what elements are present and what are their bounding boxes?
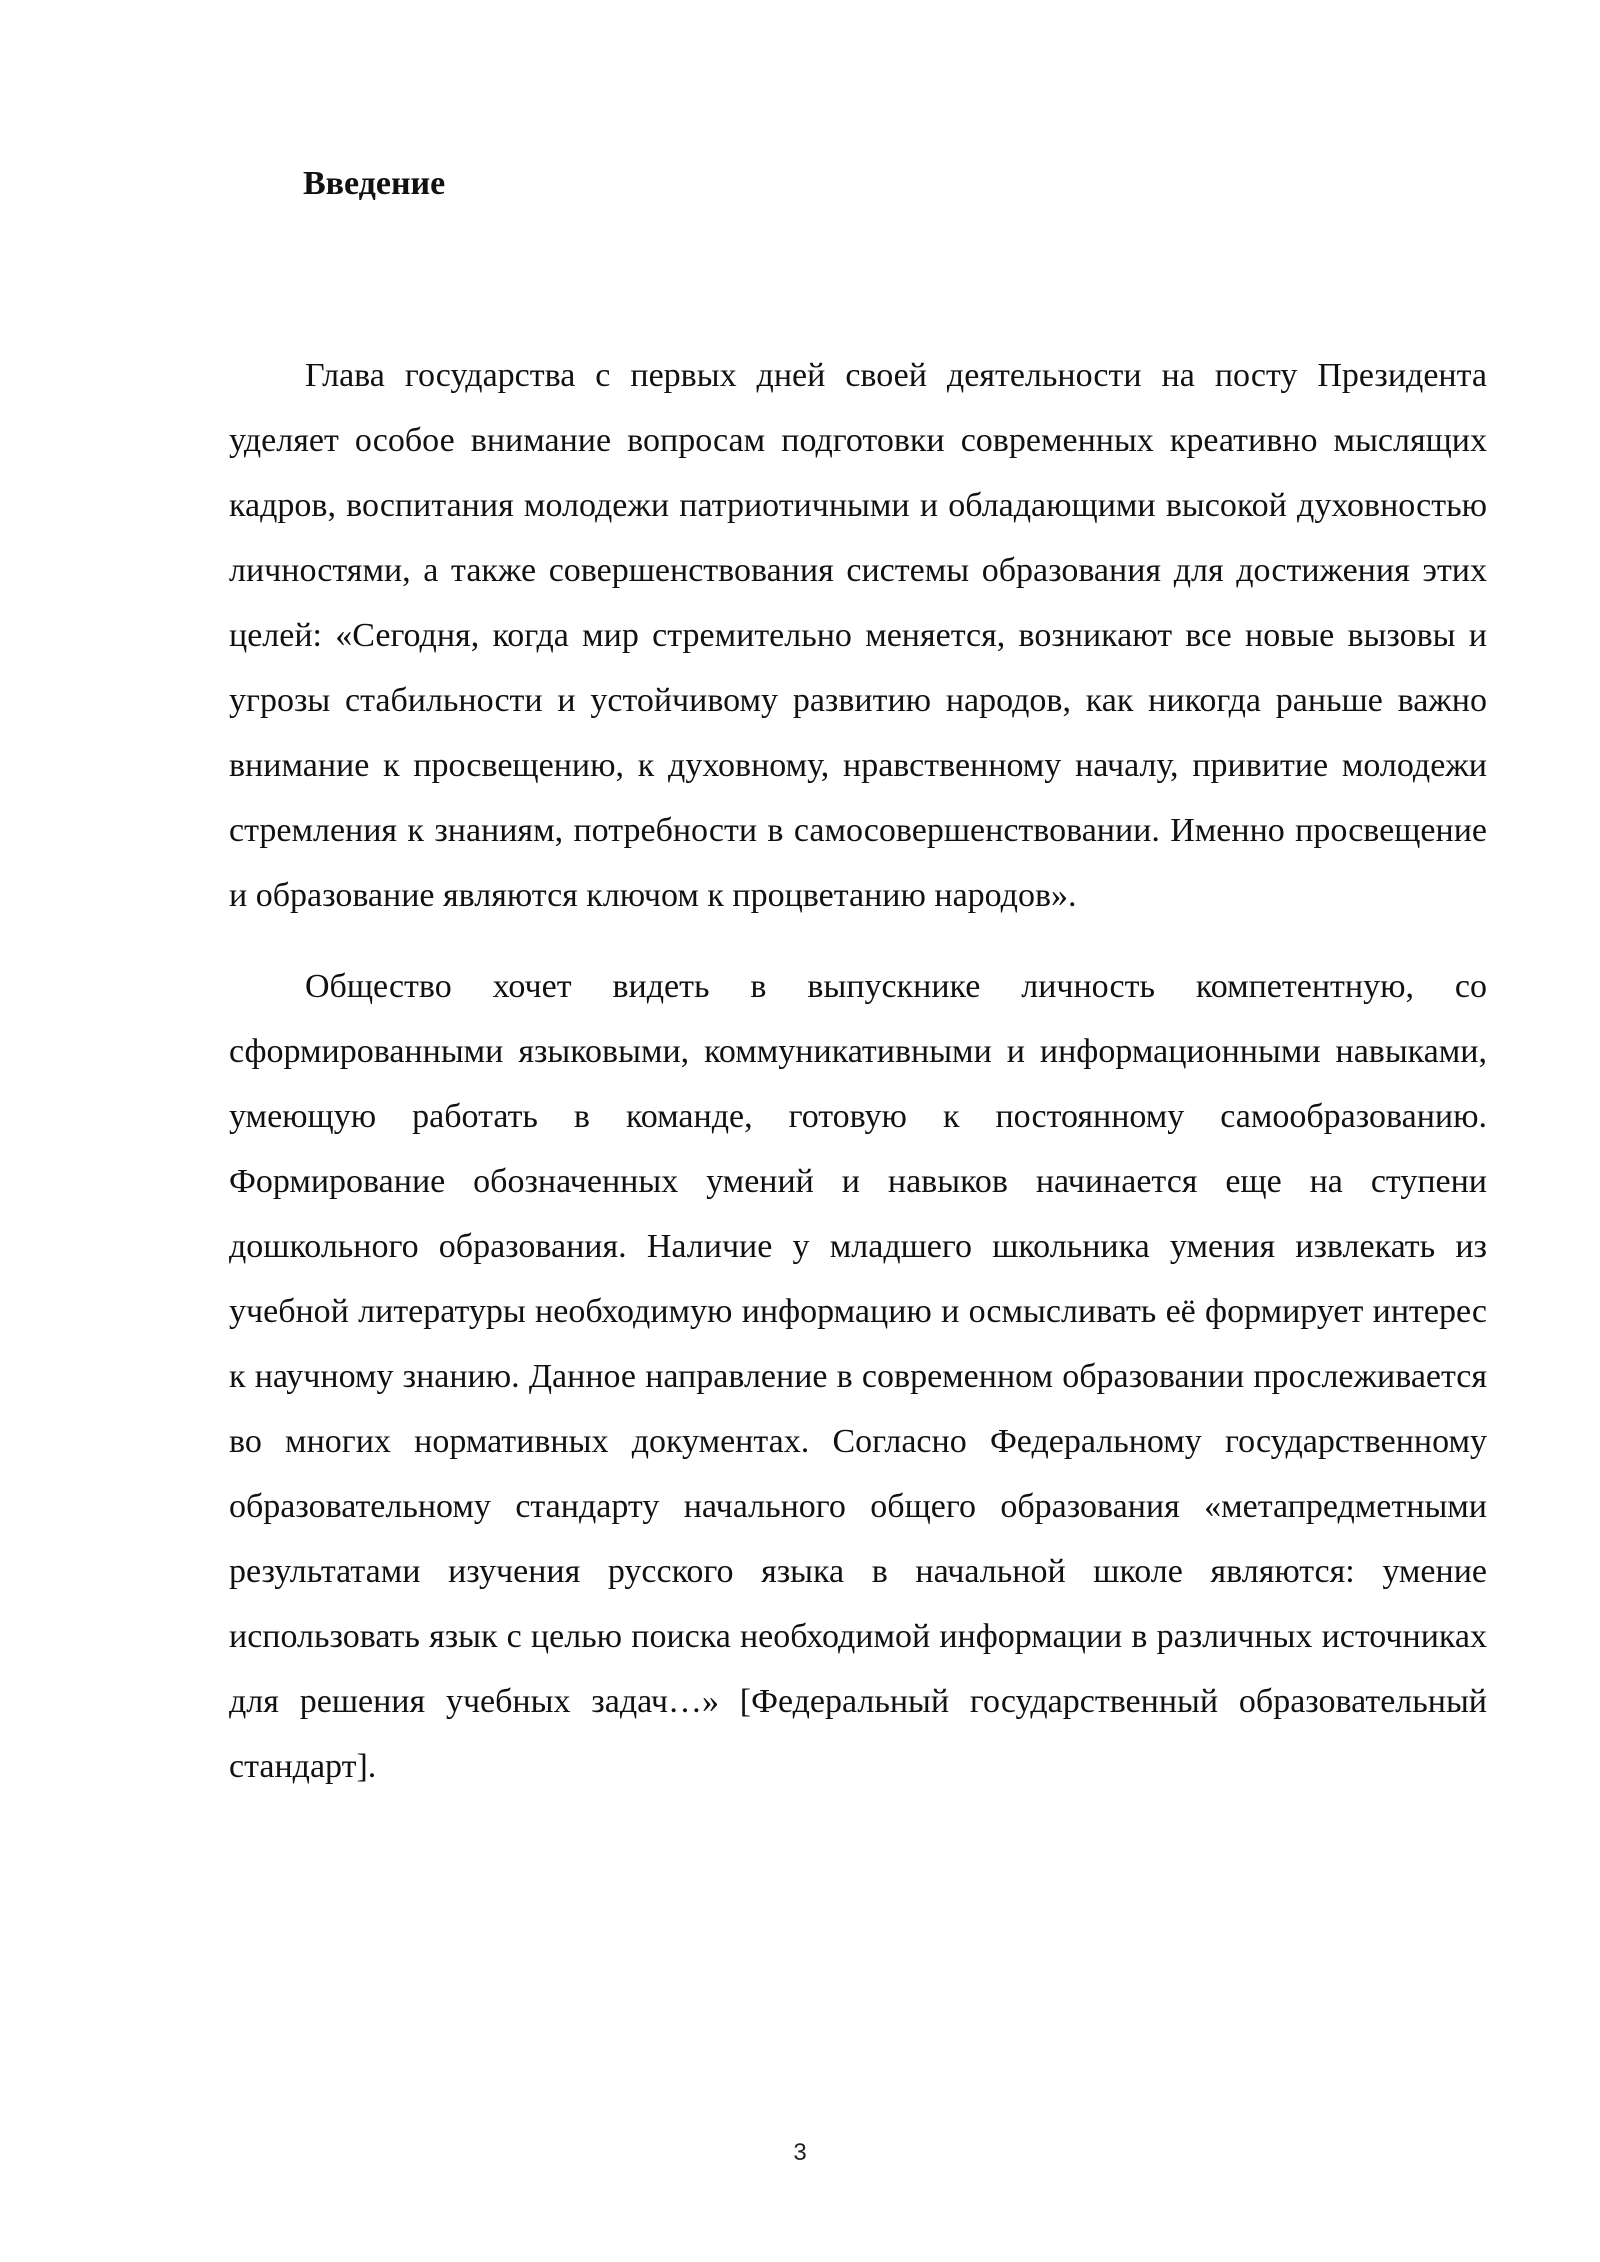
- paragraph-1: Глава государства с первых дней своей деятельности на посту Президента уделяет особое внимание вопросам подготовки современных креативно мыслящих кадров, воспитания молодежи патриотичными и обладающими высокой духовностью личностями, а также совершенствования системы образования для достижения этих целей: «Сегодня, когда мир стремительно меняется, возникают все новые вызовы и угрозы стабильности и устойчивому развитию народов, как никогда раньше важно внимание к просвещению, к духовному, нравственному началу, привитие молодежи стремления к знаниям, потребности в самосовершенствовании. Именно просвещение и образование являются ключом к процветанию народов».: [229, 357, 1487, 914]
- section-heading: Введение: [303, 165, 446, 202]
- paragraph-2: Общество хочет видеть в выпускнике личность компетентную, со сформированными языковыми, коммуникативными и информационными навыками, умеющую работать в команде, готовую к постоянному самообразованию. Формирование обозначенных умений и навыков начинается еще на ступени дошкольного образования. Наличие у младшего школьника умения извлекать из учебной литературы необходимую информацию и осмысливать её формирует интерес к научному знанию. Данное направление в современном образовании прослеживается во многих нормативных документах. Согласно Федеральному государственному образовательному стандарту начального общего образования «метапредметными результатами изучения русского языка в начальной школе являются: умение использовать язык с целью поиска необходимой информации в различных источниках для решения учебных задач…» [Федеральный государственный образовательный стандарт].: [229, 968, 1487, 1785]
- body-text: [229, 343, 1487, 1799]
- page-number: 3: [793, 2139, 807, 2166]
